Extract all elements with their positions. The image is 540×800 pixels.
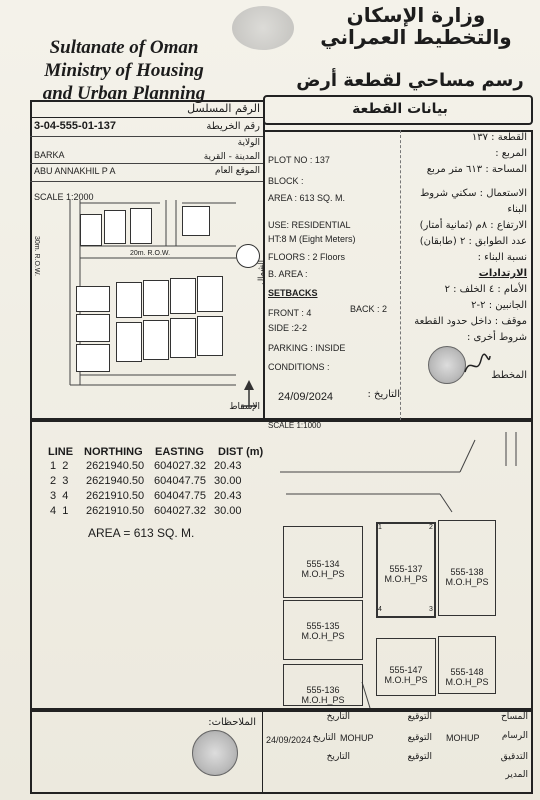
coord-row-dist: 30.00 bbox=[214, 475, 242, 487]
plot-owner: M.O.H_PS bbox=[384, 675, 428, 685]
plot-section-title: بيانات القطعة bbox=[352, 101, 448, 117]
ministry-logo bbox=[232, 6, 294, 50]
coord-row-line: 1 2 bbox=[50, 460, 69, 472]
divider bbox=[30, 117, 265, 118]
serial-label: الرقم المسلسل bbox=[187, 102, 260, 115]
header-line-2: Ministry of Housing bbox=[44, 60, 204, 81]
b-area-field: B. AREA : bbox=[268, 269, 308, 279]
corner-1: 1 bbox=[378, 524, 382, 531]
road-30m-label: 30m. R.O.W. bbox=[33, 236, 40, 277]
coord-row-line: 3 4 bbox=[50, 490, 69, 502]
site-parcel bbox=[197, 316, 223, 356]
header-line-1: Sultanate of Oman bbox=[49, 37, 199, 58]
plot-555-135 bbox=[283, 600, 363, 660]
ar-area: المساحة : ٦١٣ متر مربع bbox=[426, 164, 527, 175]
official-stamp bbox=[428, 346, 466, 384]
corner-4: 4 bbox=[378, 606, 382, 613]
coord-row-easting: 604027.32 bbox=[154, 460, 206, 472]
divider bbox=[30, 163, 265, 164]
side-setback: SIDE :2-2 bbox=[268, 323, 308, 333]
ar-other-conditions: شروط أخرى : bbox=[466, 332, 527, 343]
block-field: BLOCK : bbox=[268, 176, 304, 186]
date-label: التاريخ bbox=[326, 712, 350, 722]
plot-owner: M.O.H_PS bbox=[301, 695, 345, 705]
plot-label: 555-138 bbox=[450, 567, 484, 577]
ar-parking: موقف : داخل حدود القطعة bbox=[414, 316, 527, 327]
footer-signatures bbox=[30, 710, 533, 794]
role-surveyor: المساح bbox=[500, 712, 528, 722]
use-field: USE: RESIDENTIAL bbox=[268, 220, 351, 230]
role-director: المدير bbox=[505, 770, 528, 780]
plot-555-148 bbox=[438, 636, 496, 694]
coord-row-northing: 2621940.50 bbox=[86, 460, 145, 472]
ar-front-back: الأمام : ٤ الخلف : ٢ bbox=[444, 284, 527, 295]
ministry-header-ar: وزارة الإسكان والتخطيط العمراني bbox=[320, 3, 512, 49]
village-value: ABU ANNAKHIL P A bbox=[34, 166, 116, 176]
site-parcel bbox=[197, 276, 223, 312]
sign-label: التوقيع bbox=[407, 712, 432, 722]
height-field: HT:8 M (Eight Meters) bbox=[268, 234, 356, 244]
plot-label: 555-136 bbox=[306, 685, 340, 695]
col-easting: EASTING bbox=[155, 446, 204, 458]
front-setback: FRONT : 4 bbox=[268, 308, 312, 318]
document-title: رسم مساحي لقطعة أرض bbox=[296, 70, 524, 91]
issue-date-label: التاريخ : bbox=[367, 389, 400, 400]
role-draftsman: الرسام bbox=[501, 731, 528, 741]
coord-row-dist: 20.43 bbox=[214, 460, 242, 472]
divider bbox=[30, 136, 265, 137]
coord-table-header bbox=[155, 446, 204, 458]
projection-label: الإسقاط bbox=[229, 402, 260, 412]
issue-date: 24/09/2024 bbox=[278, 391, 334, 403]
date-label: التاريخ bbox=[312, 733, 336, 743]
site-parcel bbox=[76, 344, 110, 372]
date-label: التاريخ bbox=[326, 752, 350, 762]
notes-label: الملاحظات: bbox=[208, 717, 256, 728]
general-site-label: الموقع العام bbox=[215, 166, 260, 176]
ministry-header-en bbox=[34, 36, 214, 105]
role-checker: التدقيق bbox=[500, 752, 528, 762]
site-parcel bbox=[116, 282, 142, 318]
plot-owner: M.O.H_PS bbox=[384, 574, 428, 584]
back-setback: BACK : 2 bbox=[350, 304, 388, 314]
divider bbox=[30, 181, 265, 182]
road-20m-label: 20m. R.O.W. bbox=[130, 250, 171, 257]
plot-label: 555-134 bbox=[306, 559, 340, 569]
plot-label: 555-148 bbox=[450, 667, 484, 677]
coord-row-easting: 604027.32 bbox=[154, 505, 206, 517]
ar-building-ratio: نسبة البناء : bbox=[477, 252, 527, 263]
ar-planner: المخطط bbox=[491, 370, 527, 381]
wilayat-value: BARKA bbox=[34, 150, 65, 160]
north-label: الشمال bbox=[256, 260, 266, 285]
coord-row-dist: 30.00 bbox=[214, 505, 242, 517]
divider bbox=[262, 710, 263, 794]
plot-label: 555-135 bbox=[306, 621, 340, 631]
plot-owner: M.O.H_PS bbox=[301, 631, 345, 641]
plot-555-138 bbox=[438, 520, 496, 616]
coord-row-line: 4 1 bbox=[50, 505, 69, 517]
plot-555-147 bbox=[376, 638, 436, 696]
coord-table-header bbox=[48, 446, 73, 458]
ar-sides: الجانبين : ٢-٢ bbox=[471, 300, 527, 311]
plot-label: 555-147 bbox=[389, 665, 423, 675]
site-parcel bbox=[76, 286, 110, 312]
coord-row-line: 2 3 bbox=[50, 475, 69, 487]
site-parcel bbox=[143, 280, 169, 316]
plot-555-137 bbox=[376, 522, 436, 618]
signature bbox=[462, 350, 492, 380]
plot-owner: M.O.H_PS bbox=[445, 677, 489, 687]
plot-label: 555-137 bbox=[389, 564, 423, 574]
parking-field: PARKING : INSIDE bbox=[268, 343, 346, 353]
wilayat-label: الولاية bbox=[237, 138, 260, 148]
site-parcel bbox=[170, 318, 196, 358]
plot-555-136 bbox=[283, 664, 363, 706]
plot-555-134 bbox=[283, 526, 363, 598]
ar-plot: القطعة : ١٣٧ bbox=[471, 132, 527, 143]
coord-table-header bbox=[218, 446, 263, 458]
ar-setbacks: الارتدادات bbox=[478, 268, 527, 279]
ar-height: الارتفاع : ٨م (ثمانية أمتار) bbox=[419, 220, 527, 231]
col-dist: DIST (m) bbox=[218, 446, 264, 458]
site-parcel bbox=[80, 214, 102, 246]
conditions-field: CONDITIONS : bbox=[268, 362, 330, 372]
plot-number: PLOT NO : 137 bbox=[268, 155, 330, 165]
header-line-3: and Urban Planning bbox=[42, 83, 206, 104]
sign-label: التوقيع bbox=[407, 752, 432, 762]
setbacks-heading: SETBACKS bbox=[268, 288, 318, 298]
coord-table-header bbox=[84, 446, 143, 458]
site-parcel bbox=[116, 322, 142, 362]
site-parcel bbox=[104, 210, 126, 244]
site-scale: SCALE 1:2000 bbox=[34, 192, 94, 202]
site-parcel bbox=[130, 208, 152, 244]
ar-square: المربع : bbox=[495, 148, 527, 159]
coord-row-dist: 20.43 bbox=[214, 490, 242, 502]
floors-field: FLOORS : 2 Floors bbox=[268, 252, 346, 262]
coord-row-northing: 2621910.50 bbox=[86, 490, 145, 502]
col-line: LINE bbox=[48, 446, 74, 458]
map-number-label: رقم الخريطة bbox=[206, 121, 260, 132]
site-parcel bbox=[143, 320, 169, 360]
sign-label: التوقيع bbox=[407, 733, 432, 743]
divider bbox=[400, 130, 401, 420]
site-parcel bbox=[76, 314, 110, 342]
village-label: المدينة - القرية bbox=[203, 152, 260, 162]
site-parcel bbox=[170, 278, 196, 314]
plot-info-arabic bbox=[405, 130, 527, 384]
ministry-seal bbox=[192, 730, 238, 776]
site-parcel bbox=[182, 206, 210, 236]
coord-row-easting: 604047.75 bbox=[154, 490, 206, 502]
footer-date: 24/09/2024 bbox=[266, 735, 312, 745]
draftsman-org: MOHUP bbox=[446, 733, 480, 743]
coord-row-northing: 2621940.50 bbox=[86, 475, 145, 487]
corner-3: 3 bbox=[429, 606, 433, 613]
ar-floors: عدد الطوابق : ٢ (طابقان) bbox=[419, 236, 527, 247]
coord-row-easting: 604047.75 bbox=[154, 475, 206, 487]
plot-owner: M.O.H_PS bbox=[301, 569, 345, 579]
ar-use: الاستعمال : سكني شروط البناء bbox=[420, 188, 527, 215]
total-area: AREA = 613 SQ. M. bbox=[88, 526, 195, 540]
col-northing: NORTHING bbox=[84, 446, 143, 458]
lower-map-scale: SCALE 1:1000 bbox=[268, 421, 321, 430]
serial-number: 3-04-555-01-137 bbox=[34, 120, 116, 132]
coord-row-northing: 2621910.50 bbox=[86, 505, 145, 517]
plot-owner: M.O.H_PS bbox=[445, 577, 489, 587]
corner-2: 2 bbox=[429, 524, 433, 531]
area-field: AREA : 613 SQ. M. bbox=[268, 193, 346, 203]
checker-org: MOHUP bbox=[340, 733, 374, 743]
